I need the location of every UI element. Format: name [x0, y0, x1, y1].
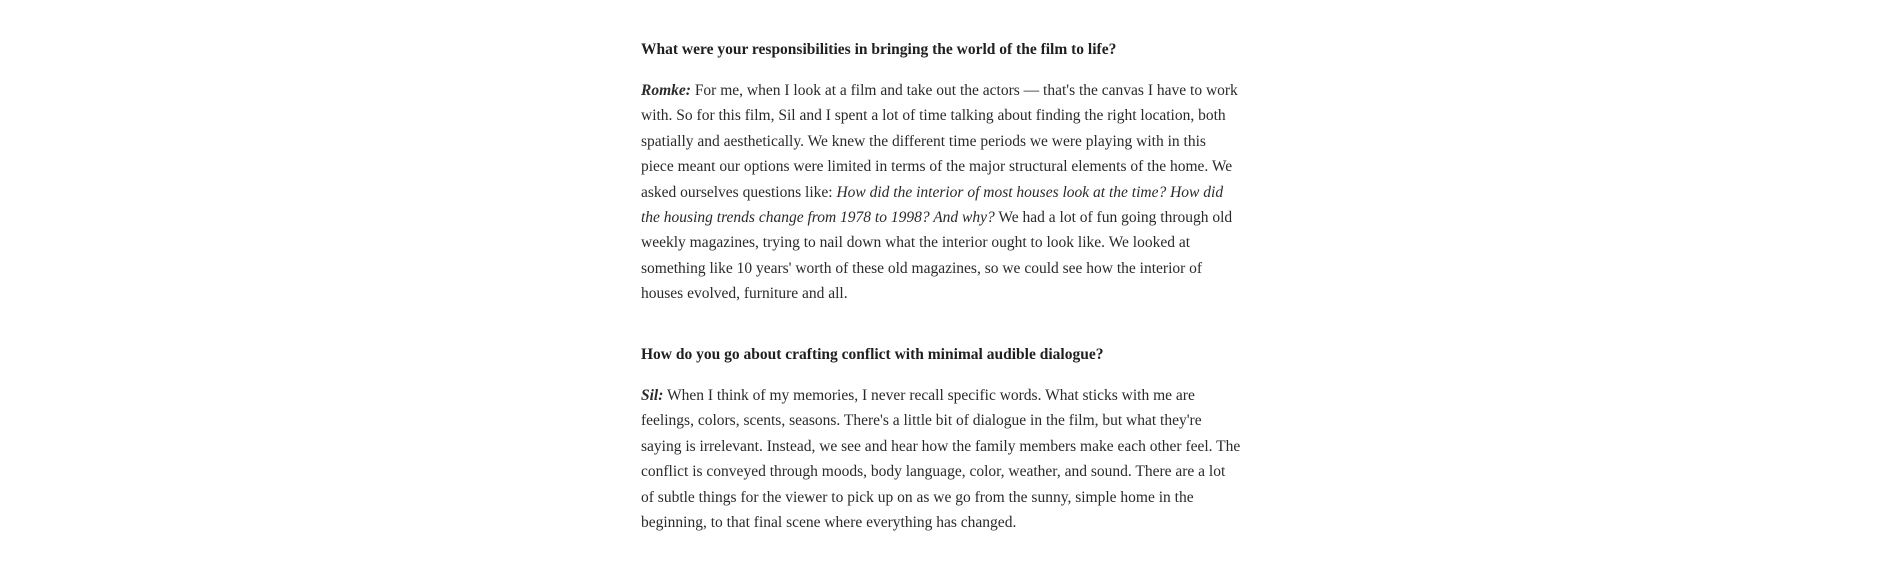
answer-sil-text: When I think of my memories, I never recall specific words. What sticks with me are feelings, colors, scents, seasons. There's a little bit of dialogue in the film, but what they're saying is irrelevant. Instead, we see and hear how the family members make each other feel. The conflict is conveyed through moods, body language, color, weather, and sound. There are a lot of subtle things for the viewer to pick up on as we go from the sunny, simple home in the beginning, to that final scene where everything has changed.	[641, 387, 1241, 532]
speaker-romke: Romke:	[641, 82, 691, 99]
answer-romke-italic-questions: How did the interior of most houses look at the time? How did the housing trends change from 1978 to 1998? And why?	[641, 183, 1224, 227]
question-conflict: How do you go about crafting conflict with minimal audible dialogue?	[641, 346, 1104, 363]
answer-romke-text-1: For me, when I look at a film and take out the actors — that's the canvas I have to work with. So for this film, Sil and I spent a lot of time talking about finding the right location, both spatially and aesthetically. We knew the different time periods we were playing with in this piece meant our options were limited in terms of the major structural elements of the home. We asked ourselves questions like:	[641, 82, 1238, 201]
answer-romke-text-2: We had a lot of fun going through old weekly magazines, trying to nail down what the interior ought to look like. We looked at something like 10 years' worth of these old magazines, so we could see how the interior of houses evolved, furniture and all.	[641, 209, 1233, 303]
question-responsibilities: What were your responsibilities in bringing the world of the film to life?	[641, 41, 1117, 58]
speaker-sil: Sil:	[641, 387, 664, 404]
answer-sil	[641, 383, 1241, 535]
answer-romke	[641, 78, 1241, 307]
